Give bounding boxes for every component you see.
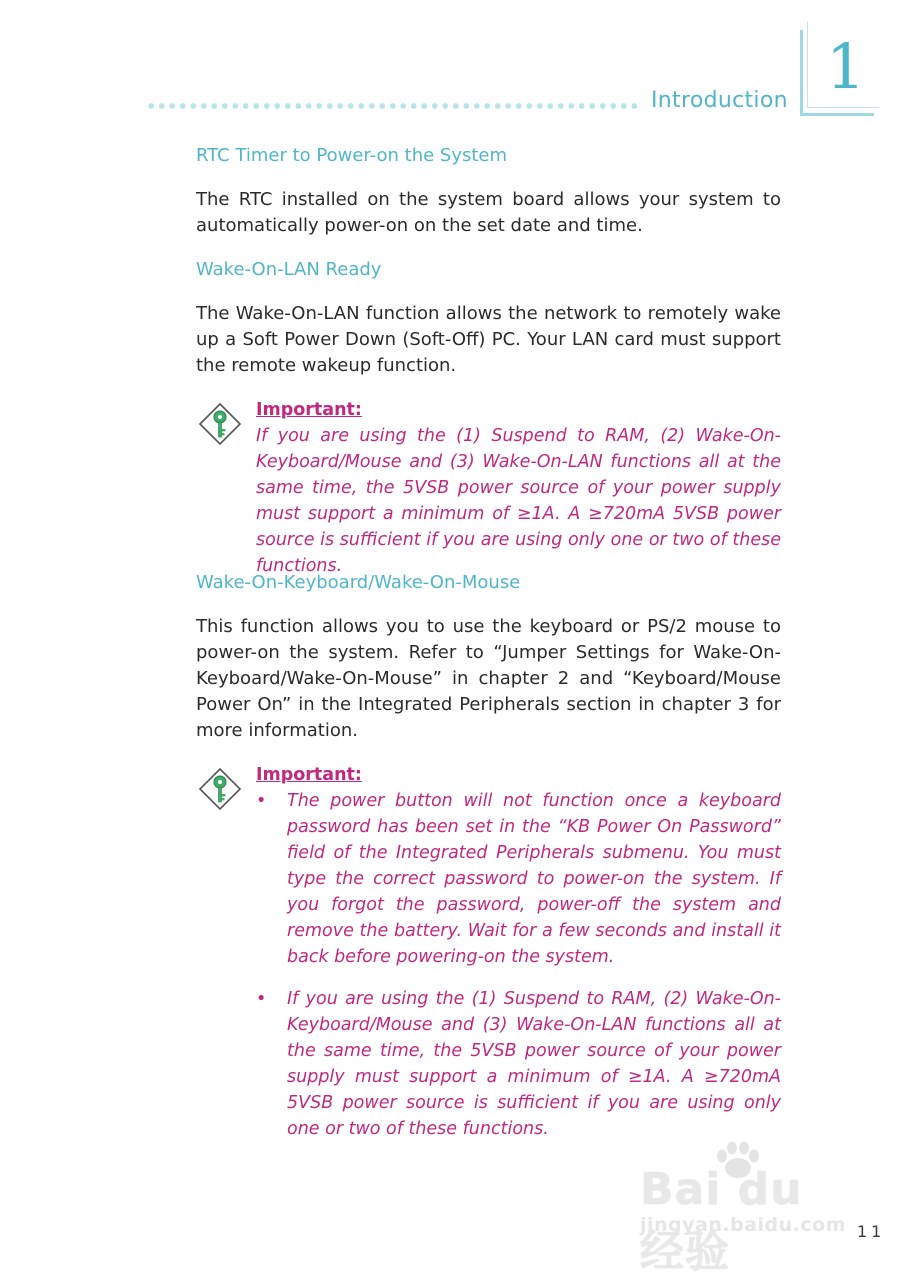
important-label: Important: (256, 765, 362, 785)
bullet-icon: • (256, 989, 267, 1009)
chapter-title: Introduction (651, 88, 788, 113)
header-dotted-rule (146, 101, 642, 111)
key-diamond-icon (198, 402, 242, 446)
section-body-wok: This function allows you to use the keyboard or PS/2 mouse to power-on the system. Refer to “Jumper Settings for Wake-On-Keyboard/Wake-On-Mouse” in chapter 2 and “Keyboard/Mouse Power On” in the Integrated Peripherals section in chapter 3 for more information. (196, 616, 781, 741)
section-body-rtc: The RTC installed on the system board allows your system to automatically power-on on the set date and time. (196, 189, 781, 236)
watermark-url: jingyan.baidu.com (640, 1214, 846, 1236)
section-body-wol: The Wake-On-LAN function allows the network to remotely wake up a Soft Power Down (Soft-Off) PC. Your LAN card must support the remote wakeup function. (196, 303, 781, 376)
chapter-number: 1 (826, 30, 866, 103)
baidu-watermark (640, 1140, 850, 1277)
section-heading-wok: Wake-On-Keyboard/Wake-On-Mouse (196, 572, 521, 593)
watermark-brand: Bai du 经验 (640, 1164, 803, 1277)
important-label: Important: (256, 400, 362, 420)
key-diamond-icon (198, 767, 242, 811)
page-number: 11 (857, 1222, 886, 1241)
section-heading-rtc: RTC Timer to Power-on the System (196, 145, 508, 166)
important-note-text: If you are using the (1) Suspend to RAM, (2) Wake-On-Keyboard/Mouse and (3) Wake-On-LAN functions all at the same time, the 5VSB power source of your power supply must support a minimum of ≥1A. A ≥720mA 5VSB power source is sufficient if you are using only one or two of these functions. (256, 426, 781, 576)
bullet-icon: • (256, 791, 267, 811)
important-bullet-text: If you are using the (1) Suspend to RAM, (2) Wake-On-Keyboard/Mouse and (3) Wake-On-LAN functions all at the same time, the 5VSB power source of your power supply must support a minimum of ≥1A. A ≥720mA 5VSB power source is sufficient if you are using only one or two of these functions. (287, 989, 781, 1139)
important-bullet-text: The power button will not function once a keyboard password has been set in the “KB Power On Password” field of the Integrated Peripherals submenu. You must type the correct password to power-on the system. If you forgot the password, power-off the system and remove the battery. Wait for a few seconds and install it back before powering-on the system. (287, 791, 781, 967)
section-heading-wol: Wake-On-LAN Ready (196, 259, 382, 280)
